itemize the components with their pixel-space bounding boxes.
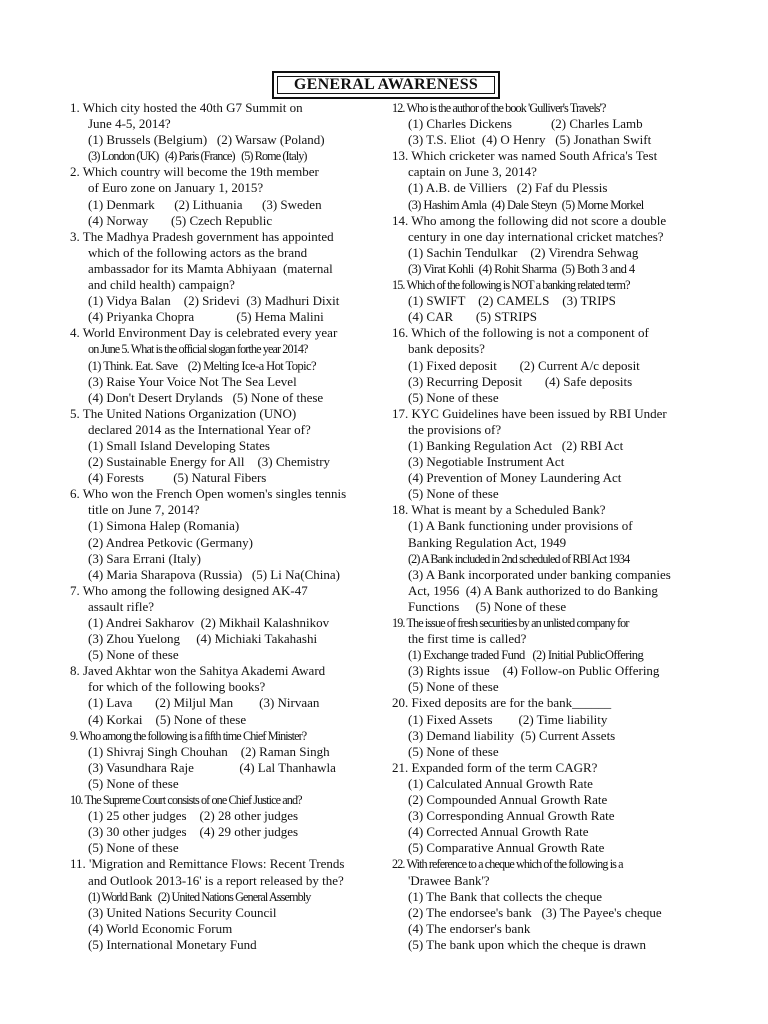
option-line: and Outlook 2013-16' is a report released by the? — [88, 872, 344, 888]
page-title: GENERAL AWARENESS — [277, 76, 495, 94]
option-line: of Euro zone on January 1, 2015? — [88, 180, 264, 196]
option-line: (5) Comparative Annual Growth Rate — [408, 840, 605, 856]
option-line: Functions (5) None of these — [408, 598, 567, 614]
option-line: (1) Shivraj Singh Chouhan (2) Raman Singh — [88, 743, 330, 759]
option-line: (1) Vidya Balan (2) Sridevi (3) Madhuri Dixit — [88, 293, 340, 309]
option-line: (3) T.S. Eliot (4) O Henry (5) Jonathan Swift — [408, 132, 652, 148]
option-line: (3) Vasundhara Raje (4) Lal Thanhawla — [88, 759, 336, 775]
option-line: Act, 1956 (4) A Bank authorized to do Banking — [408, 582, 658, 598]
option-line: (2) A Bank included in 2nd scheduled of RBI Act 1934 — [408, 551, 630, 566]
option-line: (3) Virat Kohli (4) Rohit Sharma (5) Both 3 and 4 — [408, 261, 635, 276]
option-line: (4) Maria Sharapova (Russia) (5) Li Na(China) — [88, 566, 340, 582]
option-line: (2) Compounded Annual Growth Rate — [408, 792, 608, 808]
option-line: (1) Banking Regulation Act (2) RBI Act — [408, 437, 624, 453]
option-line: (2) The endorsee's bank (3) The Payee's cheque — [408, 904, 662, 920]
option-line: (4) CAR (5) STRIPS — [408, 309, 537, 325]
question-line: 22. With reference to a cheque which of the following is a — [392, 857, 623, 872]
option-line: (1) A.B. de Villiers (2) Faf du Plessis — [408, 180, 608, 196]
option-line: (5) None of these — [408, 679, 499, 695]
question-line: 14. Who among the following did not score a double — [392, 212, 667, 228]
option-line: declared 2014 as the International Year of? — [88, 421, 311, 437]
option-line: (4) Don't Desert Drylands (5) None of these — [88, 389, 324, 405]
question-line: 11. 'Migration and Remittance Flows: Recent Trends — [70, 856, 345, 872]
option-line: (1) World Bank (2) United Nations General Assembly — [88, 889, 311, 904]
option-line: (1) Think. Eat. Save (2) Melting Ice-a Hot Topic? — [88, 358, 316, 373]
option-line: the first time is called? — [408, 631, 527, 647]
option-line: on June 5. What is the official slogan forthe year 2014? — [88, 342, 308, 357]
option-line: for which of the following books? — [88, 679, 266, 695]
question-line: 18. What is meant by a Scheduled Bank? — [392, 502, 606, 518]
option-line: (1) Andrei Sakharov (2) Mikhail Kalashnikov — [88, 615, 330, 630]
option-line: (1) SWIFT (2) CAMELS (3) TRIPS — [408, 293, 616, 309]
option-line: (3) Recurring Deposit (4) Safe deposits — [408, 373, 633, 389]
option-line: (5) None of these — [408, 486, 499, 502]
option-line: (3) Zhou Yuelong (4) Michiaki Takahashi — [88, 631, 318, 647]
option-line: 'Drawee Bank'? — [408, 872, 490, 888]
option-line: (5) None of these — [88, 840, 179, 856]
option-line: (3) London (UK) (4) Paris (France) (5) Rome (Italy) — [88, 149, 307, 164]
option-line: June 4-5, 2014? — [88, 116, 171, 132]
option-line: (3) Raise Your Voice Not The Sea Level — [88, 373, 297, 389]
question-line: 13. Which cricketer was named South Africa's Test — [392, 148, 658, 164]
option-line: ambassador for its Mamta Abhiyaan (maternal — [88, 260, 333, 276]
option-line: assault rifle? — [88, 598, 155, 614]
option-line: (1) Calculated Annual Growth Rate — [408, 775, 593, 791]
option-line: title on June 7, 2014? — [88, 502, 200, 518]
left-column — [70, 100, 390, 953]
option-line: (1) Simona Halep (Romania) — [88, 518, 240, 534]
option-line: (1) Lava (2) Miljul Man (3) Nirvaan — [88, 695, 320, 711]
option-line: (5) None of these — [88, 647, 179, 663]
option-line: (4) Priyanka Chopra (5) Hema Malini — [88, 309, 324, 325]
option-line: (1) 25 other judges (2) 28 other judges — [88, 808, 299, 824]
option-line: (1) Fixed Assets (2) Time liability — [408, 711, 608, 727]
option-line: and child health) campaign? — [88, 277, 235, 293]
option-line: (1) Exchange traded Fund (2) Initial PublicOffering — [408, 648, 644, 663]
option-line: (2) Sustainable Energy for All (3) Chemistry — [88, 454, 331, 470]
option-line: bank deposits? — [408, 341, 485, 357]
option-line: (5) The bank upon which the cheque is drawn — [408, 936, 647, 952]
option-line: (1) Sachin Tendulkar (2) Virendra Sehwag — [408, 244, 639, 260]
option-line: (1) The Bank that collects the cheque — [408, 888, 602, 904]
option-line: (4) Prevention of Money Laundering Act — [408, 470, 622, 486]
question-line: 1. Which city hosted the 40th G7 Summit on — [70, 100, 303, 115]
option-line: (3) Negotiable Instrument Act — [408, 454, 565, 470]
option-line: (1) Denmark (2) Lithuania (3) Sweden — [88, 196, 322, 212]
option-line: (4) Korkai (5) None of these — [88, 711, 247, 727]
option-line: (2) Andrea Petkovic (Germany) — [88, 534, 253, 550]
heading-frame — [272, 71, 500, 99]
question-line: 9. Who among the following is a fifth time Chief Minister? — [70, 728, 307, 743]
option-line: (1) A Bank functioning under provisions of — [408, 518, 633, 534]
option-line: (5) None of these — [88, 775, 179, 791]
option-line: (4) Corrected Annual Growth Rate — [408, 824, 589, 840]
option-line: (3) United Nations Security Council — [88, 904, 277, 920]
option-line: (1) Charles Dickens (2) Charles Lamb — [408, 116, 643, 132]
question-line: 2. Which country will become the 19th member — [70, 164, 319, 180]
option-line: (3) Hashim Amla (4) Dale Steyn (5) Morne Morkel — [408, 197, 644, 212]
question-line: 19. The issue of fresh securities by an unlisted company for — [392, 616, 629, 630]
question-line: 8. Javed Akhtar won the Sahitya Akademi Award — [70, 663, 326, 679]
question-line: 16. Which of the following is not a component of — [392, 325, 649, 341]
option-line: captain on June 3, 2014? — [408, 164, 537, 180]
option-line: (3) Rights issue (4) Follow-on Public Offering — [408, 663, 660, 679]
option-line: (3) A Bank incorporated under banking companies — [408, 566, 671, 582]
option-line: (5) None of these — [408, 389, 499, 405]
option-line: (3) Demand liability (5) Current Assets — [408, 727, 616, 743]
option-line: the provisions of? — [408, 421, 502, 437]
question-line: 3. The Madhya Pradesh government has appointed — [70, 228, 334, 244]
option-line: which of the following actors as the brand — [88, 244, 308, 260]
option-line: (4) The endorser's bank — [408, 920, 531, 936]
option-line: (4) Norway (5) Czech Republic — [88, 212, 273, 228]
option-line: (4) Forests (5) Natural Fibers — [88, 470, 267, 486]
option-line: century in one day international cricket matches? — [408, 228, 664, 244]
question-line: 10. The Supreme Court consists of one Chief Justice and? — [70, 793, 302, 808]
question-line: 7. Who among the following designed AK-47 — [70, 582, 308, 598]
right-column — [392, 100, 717, 953]
option-line: (5) None of these — [408, 743, 499, 759]
option-line: (3) Corresponding Annual Growth Rate — [408, 808, 615, 824]
question-line: 5. The United Nations Organization (UNO) — [70, 405, 297, 421]
option-line: (1) Fixed deposit (2) Current A/c deposit — [408, 357, 640, 373]
question-line: 21. Expanded form of the term CAGR? — [392, 759, 598, 775]
question-line: 6. Who won the French Open women's singles tennis — [70, 486, 347, 502]
option-line: Banking Regulation Act, 1949 — [408, 534, 567, 550]
question-line: 12. Who is the author of the book 'Gulliver's Travels'? — [392, 101, 606, 115]
option-line: (5) International Monetary Fund — [88, 936, 257, 952]
option-line: (3) Sara Errani (Italy) — [88, 550, 201, 566]
question-line: 15. Which of the following is NOT a banking related term? — [392, 278, 630, 293]
question-line: 4. World Environment Day is celebrated every year — [70, 325, 338, 341]
question-line: 20. Fixed deposits are for the bank______ — [392, 695, 612, 711]
option-line: (3) 30 other judges (4) 29 other judges — [88, 824, 299, 840]
option-line: (1) Small Island Developing States — [88, 437, 270, 453]
option-line: (1) Brussels (Belgium) (2) Warsaw (Poland) — [88, 132, 325, 148]
question-line: 17. KYC Guidelines have been issued by RBI Under — [392, 405, 667, 421]
option-line: (4) World Economic Forum — [88, 920, 233, 936]
